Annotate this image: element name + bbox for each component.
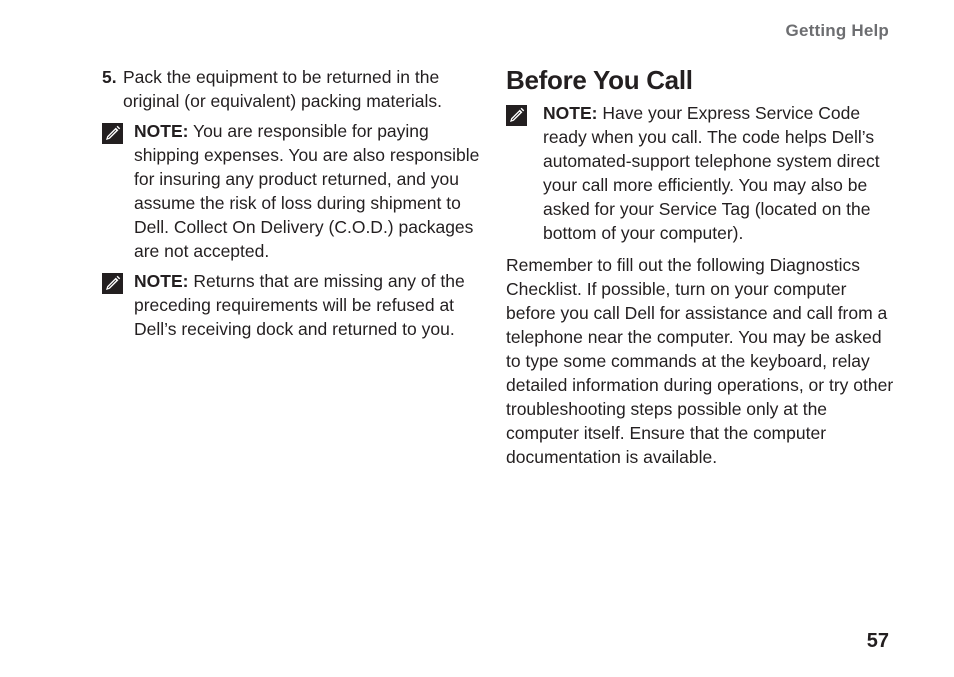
note-shipping [102,119,482,263]
note-text: Have your Express Service Code ready when you call. The code helps Dell’s automated-support telephone system direct your call more efficiently. You may also be asked for your Service Tag (located on the bottom of your computer). [543,103,880,243]
note-label: NOTE: [134,271,189,291]
right-column [506,65,898,469]
note-express-service-code [506,101,898,245]
left-column [102,65,482,347]
note-pencil-icon [506,105,527,126]
note-text: Returns that are missing any of the preceding requirements will be refused at Dell’s receiving dock and returned to you. [134,271,465,339]
note-returns [102,269,482,341]
running-header: Getting Help [785,21,889,40]
note-label: NOTE: [543,103,598,123]
page-number: 57 [866,630,889,652]
body-paragraph: Remember to fill out the following Diagnostics Checklist. If possible, turn on your computer before you call Dell for assistance and call from a telephone near the computer. You may be asked to type some commands at the keyboard, relay detailed information during operations, or try other troubleshooting steps possible only at the computer itself. Ensure that the computer documentation is available. [506,255,894,467]
step-text: Pack the equipment to be returned in the original (or equivalent) packing materials. [123,67,443,111]
note-pencil-icon [102,123,123,144]
section-title: Before You Call [506,65,693,95]
step-item [102,65,482,113]
note-text: You are responsible for paying shipping expenses. You are also responsible for insuring any product returned, and you assume the risk of loss during shipment to Dell. Collect On Delivery (C.O.D.) packages are not accepted. [134,121,480,261]
note-label: NOTE: [134,121,189,141]
step-number: 5. [102,67,117,87]
note-pencil-icon [102,273,123,294]
